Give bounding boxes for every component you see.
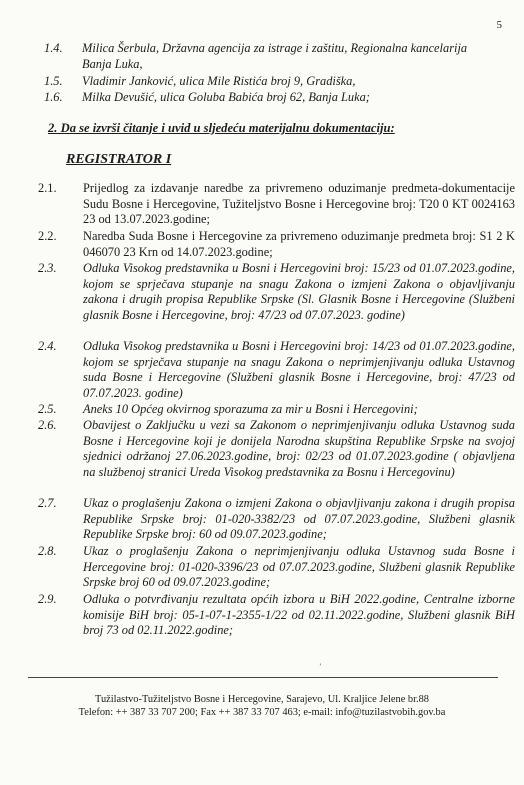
section-heading: 2. Da se izvrši čitanje i uvid u sljedeću materijalnu dokumentaciju: [48, 121, 395, 135]
item-text: Odluka Visokog predstavnika u Bosni i Hercegovini broj: 15/23 od 01.07.2023.godine, kojom se sprječava stupanje na snagu Zakona o izmjeni Zakona o objavljivanju zakona i drugih propisa Republike Srpske (Sl. Glasnik Bosne i Hercegovine (Službeni glasnik Bosne i Hercegovine, broj: 47/23 od 07.07.2023. godine) [83, 261, 515, 322]
item-number: 2.2. [38, 229, 57, 243]
item-number: 2.1. [38, 181, 57, 195]
registrator-title: REGISTRATOR I [66, 152, 172, 167]
stray-mark: ’ [319, 662, 322, 671]
item-number: 2.6. [38, 418, 57, 432]
item-text: Naredba Suda Bosne i Hercegovine za privremeno oduzimanje predmeta broj: S1 2 K 046070 23 Krn od 14.07.2023.godine; [83, 229, 515, 259]
page-number: 5 [496, 19, 502, 31]
item-text: Aneks 10 Općeg okvirnog sporazuma za mir u Bosni i Hercegovini; [83, 402, 418, 416]
item-number: 2.9. [38, 592, 57, 606]
item-number: 1.4. [44, 41, 63, 55]
footer-address: Tužilastvo-Tužiteljstvo Bosne i Hercegovine, Sarajevo, Ul. Kraljice Jelene br.88 [95, 694, 429, 705]
item-text: Vladimir Janković, ulica Mile Ristića broj 9, Gradiška, [82, 74, 356, 88]
item-number: 1.5. [44, 74, 63, 88]
item-number: 1.6. [44, 90, 63, 104]
item-text: Milica Šerbula, Državna agencija za istrage i zaštitu, Regionalna kancelarija Banja Luka, [82, 41, 468, 71]
item-text: Odluka Visokog predstavnika u Bosni i Hercegovini broj: 14/23 od 01.07.2023.godine, kojom se sprječava stupanje na snagu Zakona o neprimjenjivanju odluka Ustavnog suda Bosne i Hercegovine (Službeni glasnik Bosne i Hercegovine, broj: 47/23 od 07.07.2023. godine) [83, 339, 515, 400]
item-text: Odluka o potvrđivanju rezultata općih izbora u BiH 2022.godine, Centralne izborne komisije BiH broj: 05-1-07-1-2355-1/22 od 02.11.2022.godine, Službeni glasnik BiH broj 73 od 02.11.2022.godine; [83, 592, 515, 637]
item-number: 2.3. [38, 261, 57, 275]
item-text: Ukaz o proglašenju Zakona o izmjeni Zakona o objavljivanju zakona i drugih propisa Republike Srpske broj: 01-020-3382/23 od 07.07.2023.godine, Službeni glasnik Republike Srpske broj: 60 od 09.07.2023.godine; [83, 496, 515, 541]
footer-contact: Telefon: ++ 387 33 707 200; Fax ++ 387 33 707 463; e-mail: info@tuzilastvobih.gov.ba [78, 707, 446, 718]
item-text: Obavijest o Zaključku u vezi sa Zakonom o neprimjenjivanju odluka Ustavnog suda Bosne i Hercegovine koji je donijela Narodna skupština Republike Srpske na svojoj sjednici održanoj 27.06.2023.godine, broj: 02/23 od 01.07.2023.godine ( objavljena na službenoj stranici Ureda Visokog predstavnika za Bosnu i Hercegovinu) [83, 418, 515, 479]
item-number: 2.4. [38, 339, 57, 353]
item-number: 2.8. [38, 544, 57, 558]
footer-divider [28, 677, 498, 678]
item-text: Prijedlog za izdavanje naredbe za privremeno oduzimanje predmeta-dokumentacije Sudu Bosne i Hercegovine, Tužiteljstvo Bosne i Hercegovine broj: T20 0 KT 0024163 23 od 13.07.2023.godine; [83, 181, 515, 226]
item-text: Ukaz o proglašenju Zakona o neprimjenjivanju odluka Ustavnog suda Bosne i Hercegovine broj: 01-020-3396/23 od 07.07.2023.godine, Službeni glasnik Republike Srpske broj 60 od 09.07.2023.godine; [83, 544, 515, 589]
item-text: Milka Devušić, ulica Goluba Babića broj 62, Banja Luka; [82, 90, 370, 104]
item-number: 2.7. [38, 496, 57, 510]
item-number: 2.5. [38, 402, 57, 416]
